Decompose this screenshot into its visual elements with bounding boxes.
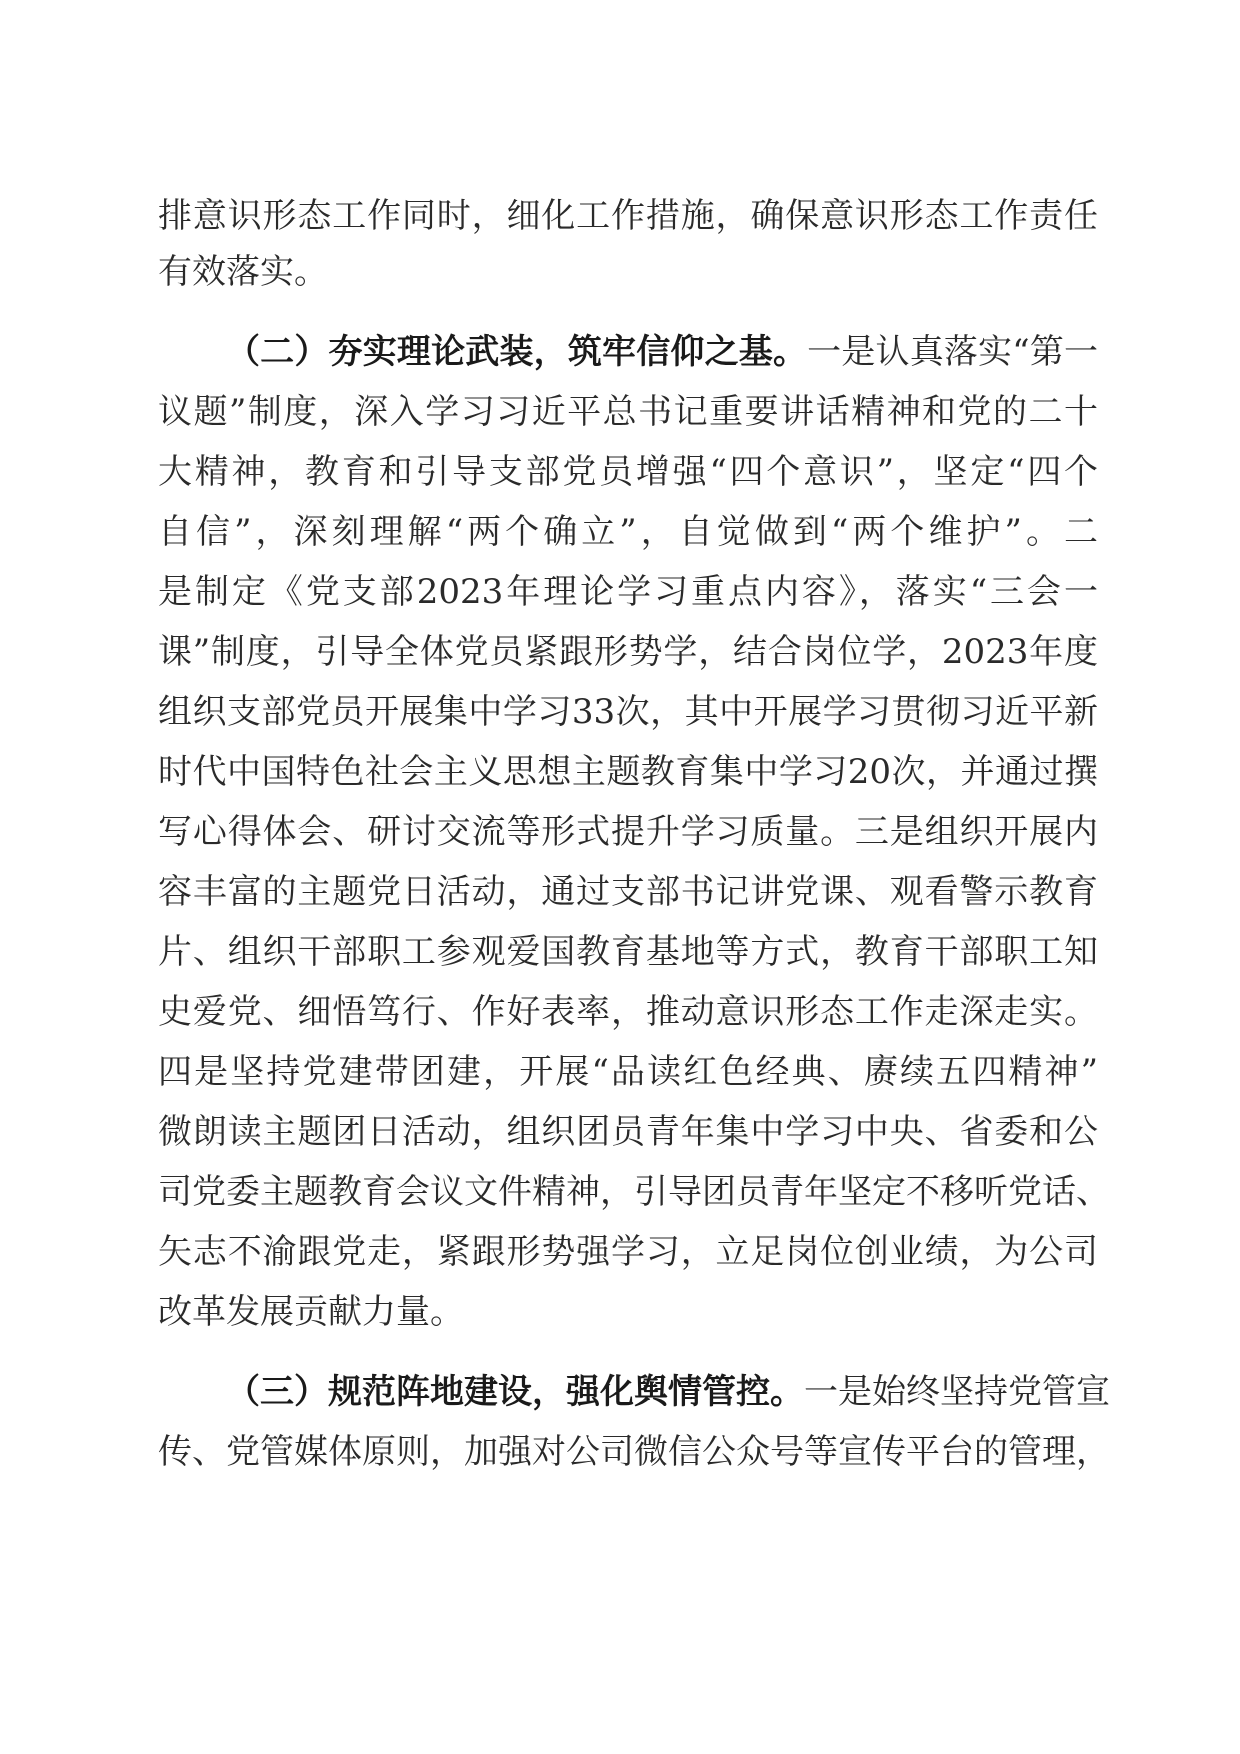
para2-line-7: 组织支部党员开展集中学习33次，其中开展学习贯彻习近平新 xyxy=(158,692,1098,732)
para2-line-13: 四是坚持党建带团建，开展“品读红色经典、赓续五四精神” xyxy=(158,1052,1098,1092)
para2-line-11: 片、组织干部职工参观爱国教育基地等方式，教育干部职工知 xyxy=(158,932,1098,972)
para2-line-2: 议题”制度，深入学习习近平总书记重要讲话精神和党的二十 xyxy=(158,392,1098,432)
para2-line-3: 大精神，教育和引导支部党员增强“四个意识”，坚定“四个 xyxy=(158,452,1098,492)
para2-line-15: 司党委主题教育会议文件精神，引导团员青年坚定不移听党话、 xyxy=(158,1172,1110,1212)
para3-heading: （三）规范阵地建设，强化舆情管控。 xyxy=(226,1372,804,1412)
para2-line-4: 自信”，深刻理解“两个确立”，自觉做到“两个维护”。二 xyxy=(158,512,1098,552)
para2-line-12: 史爱党、细悟笃行、作好表率，推动意识形态工作走深走实。 xyxy=(158,992,1098,1032)
para2-line-16: 矢志不渝跟党走，紧跟形势强学习，立足岗位创业绩，为公司 xyxy=(158,1232,1098,1272)
para2-line-14: 微朗读主题团日活动，组织团员青年集中学习中央、省委和公 xyxy=(158,1112,1098,1152)
para2-line-6: 课”制度，引导全体党员紧跟形势学，结合岗位学，2023年度 xyxy=(158,632,1098,672)
para1-line-1: 排意识形态工作同时，细化工作措施，确保意识形态工作责任 xyxy=(158,196,1098,236)
para2-heading: （二）夯实理论武装，筑牢信仰之基。 xyxy=(226,332,808,372)
para2-first-rest: 一是认真落实“第一 xyxy=(807,332,1098,372)
para1-line-2: 有效落实。 xyxy=(158,252,328,292)
para3-line-2: 传、党管媒体原则，加强对公司微信公众号等宣传平台的管理， xyxy=(158,1432,1110,1472)
para2-line-9: 写心得体会、研讨交流等形式提升学习质量。三是组织开展内 xyxy=(158,812,1098,852)
para3-first-rest: 一是始终坚持党管宣 xyxy=(804,1372,1110,1412)
para3-line-1 xyxy=(226,1364,1110,1420)
para2-line-1 xyxy=(226,324,1098,380)
para2-line-8: 时代中国特色社会主义思想主题教育集中学习20次，并通过撰 xyxy=(158,752,1098,792)
para2-line-17: 改革发展贡献力量。 xyxy=(158,1292,464,1332)
para2-line-10: 容丰富的主题党日活动，通过支部书记讲党课、观看警示教育 xyxy=(158,872,1098,912)
para2-line-5: 是制定《党支部2023年理论学习重点内容》，落实“三会一 xyxy=(158,572,1098,612)
